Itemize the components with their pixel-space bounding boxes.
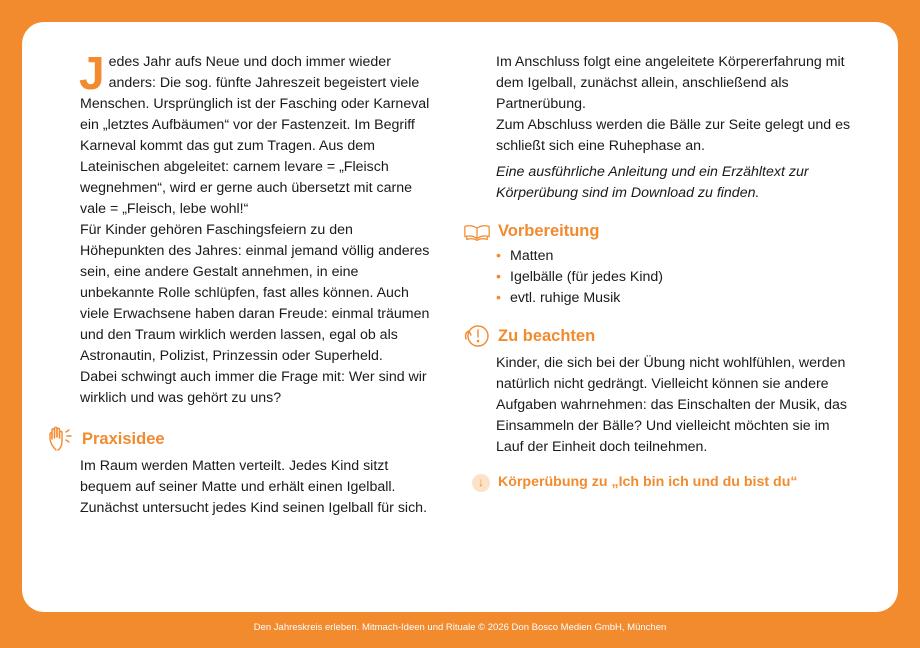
intro-text: edes Jahr aufs Neue und doch immer wieder anders: Die sog. fünfte Jahreszeit begeistert viele Menschen. Ursprünglich ist der Fasching oder Karneval ein „letztes Aufbäumen“ vor der Fastenzeit. Im Begriff Karneval kommt das gut zum Tragen. Aus dem Lateinischen abgeleitet: carnem levare = „Fleisch wegnehmen“, wird er gerne auch übersetzt mit carne vale = „Fleisch, lebe wohl!“ (80, 54, 430, 217)
right-paragraph-2: Zum Abschluss werden die Bälle zur Seite gelegt und es schließt sich eine Ruhephase an. (496, 117, 851, 154)
open-book-icon (462, 218, 492, 244)
vorbereitung-title: Vorbereitung (498, 221, 600, 240)
list-item: • Matten (508, 246, 856, 267)
dropcap: J (79, 47, 105, 99)
beachten-heading (462, 323, 856, 349)
vorbereitung-list (496, 246, 856, 309)
koerperuebung-link[interactable] (472, 472, 856, 493)
beachten-title: Zu beachten (498, 326, 596, 345)
download-note: Eine ausführliche Anleitung und ein Erzähltext zur Körperübung sind im Download zu finden. (496, 164, 809, 201)
arrow-down-icon: ↓ (472, 474, 490, 492)
link-text[interactable]: Körperübung zu „Ich bin ich und du bist du“ (498, 474, 798, 490)
vorbereitung-heading (462, 218, 856, 244)
footer-copyright: Den Jahreskreis erleben. Mitmach-Ideen und Rituale © 2026 Don Bosco Medien GmbH, München (253, 622, 667, 633)
intro-paragraph (79, 47, 434, 220)
praxis-title: Praxisidee (82, 429, 165, 448)
left-column (79, 47, 434, 519)
list-item: • evtl. ruhige Musik (508, 288, 856, 309)
praxis-text: Im Raum werden Matten verteilt. Jedes Kind sitzt bequem auf seiner Matte und erhält einen Igelball. Zunächst untersucht jedes Kind seinen Igelball für sich. (80, 458, 428, 516)
content-card (22, 22, 898, 612)
paragraph-3: Dabei schwingt auch immer die Frage mit: Wer sind wir wirklich und was gehört zu uns? (80, 369, 427, 406)
right-paragraph-1: Im Anschluss folgt eine angeleitete Körpererfahrung mit dem Igelball, zunächst allein, anschließend als Partnerübung. (496, 54, 845, 112)
paragraph-2: Für Kinder gehören Faschingsfeiern zu den Höhepunkten des Jahres: einmal jemand völlig anderes sein, eine andere Gestalt annehmen, in eine unbekannte Rolle schlüpfen, fast alles können. Auch viele Erwachsene haben daran Freude: einmal träumen und den Traum wirklich werden lassen, egal ob als Astronautin, Polizist, Prinzessin oder Superheld. (80, 222, 430, 364)
praxis-heading (46, 426, 434, 452)
hand-icon (46, 426, 76, 452)
right-column (478, 52, 856, 493)
hand-attention-icon (462, 323, 492, 349)
beachten-text: Kinder, die sich bei der Übung nicht wohlfühlen, werden natürlich nicht gedrängt. Vielleicht können sie andere Aufgaben wahrnehmen: das Einschalten der Musik, das Einsammeln der Bälle? Und vielleicht möchten sie im Lauf der Einheit doch teilnehmen. (496, 355, 847, 455)
list-item: • Igelbälle (für jedes Kind) (508, 267, 856, 288)
